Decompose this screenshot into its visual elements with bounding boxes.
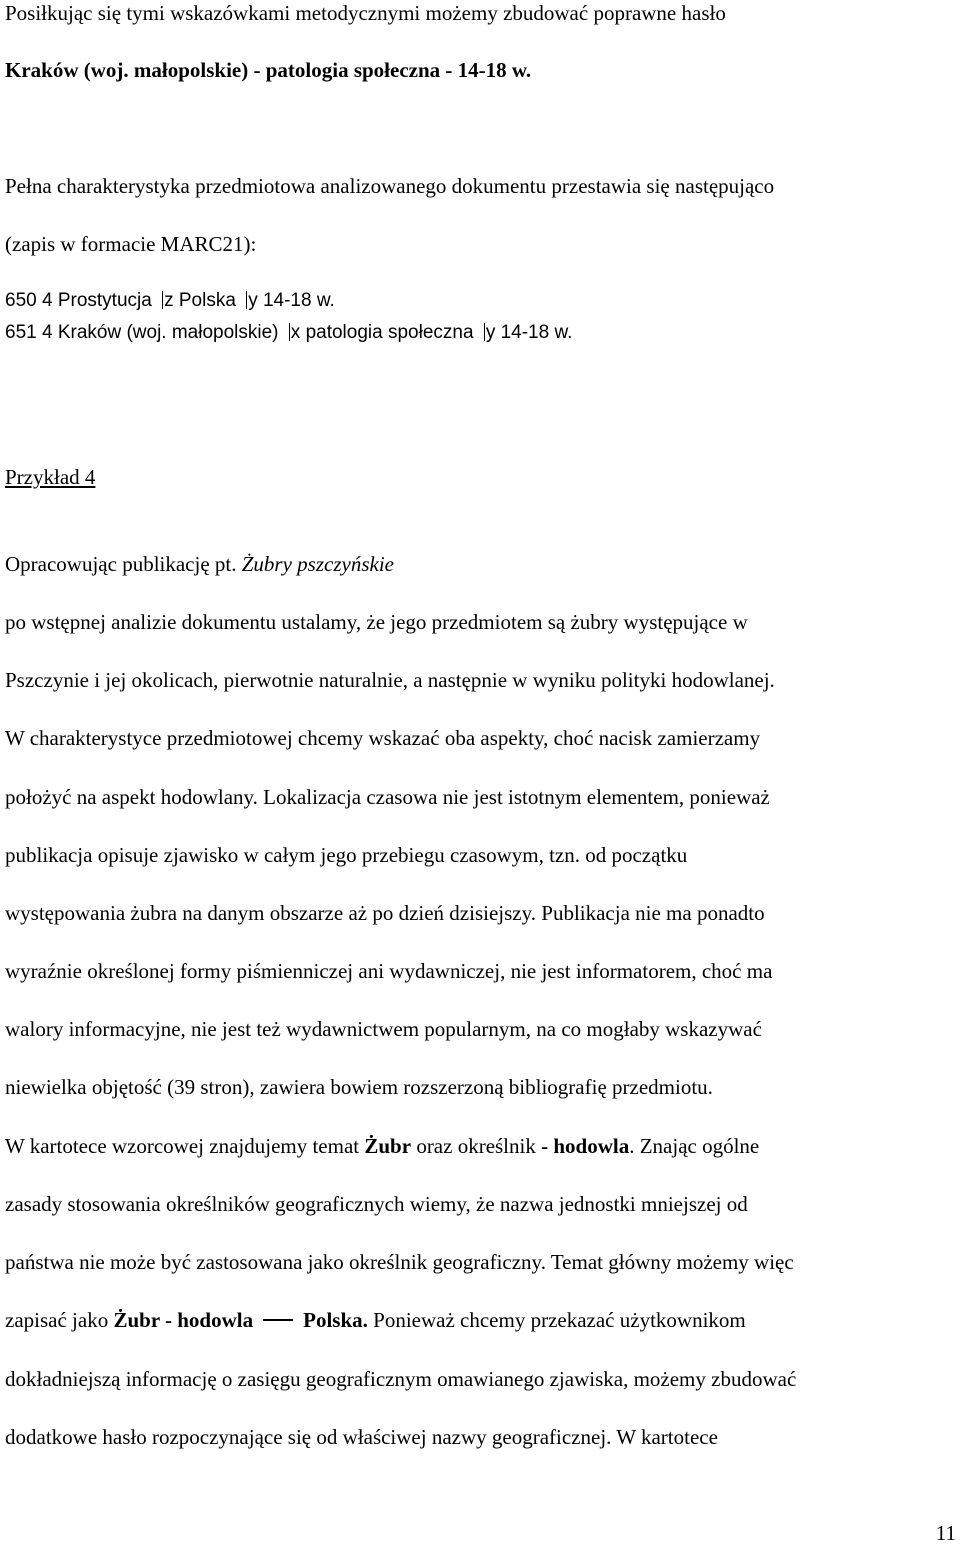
marc-650-subfield-y: y 14-18 w. bbox=[248, 290, 335, 311]
body-line-5: położyć na aspekt hodowlany. Lokalizacja czasowa nie jest istotnym elementem, ponieważ bbox=[5, 785, 770, 809]
body-line-1-text: Opracowując publikację pt. bbox=[5, 552, 242, 576]
subfield-delimiter bbox=[484, 323, 485, 341]
marc-651-subfield-y: y 14-18 w. bbox=[485, 322, 573, 343]
heading-example: Kraków (woj. małopolskie) - patologia społeczna - 14-18 w. bbox=[5, 58, 532, 82]
heading-polska: Polska. bbox=[303, 1308, 368, 1332]
body-line-8: wyraźnie określonej formy piśmienniczej ani wydawniczej, nie jest informatorem, choć ma bbox=[5, 959, 773, 983]
body-line-11-text: . Znając ogólne bbox=[629, 1134, 760, 1158]
em-dash bbox=[263, 1319, 293, 1321]
body-line-7: występowania żubra na danym obszarze aż po dzień dzisiejszy. Publikacja nie ma ponadto bbox=[5, 901, 765, 925]
heading-zubr-hodowla: Żubr - hodowla bbox=[113, 1308, 254, 1332]
body-line-11-text: W kartotece wzorcowej znajdujemy temat bbox=[5, 1134, 365, 1158]
marc-651-prefix: 651 4 Kraków (woj. małopolskie) bbox=[5, 322, 284, 343]
body-line-6: publikacja opisuje zjawisko w całym jego przebiegu czasowym, tzn. od początku bbox=[5, 843, 688, 867]
publication-title: Żubry pszczyńskie bbox=[241, 552, 394, 576]
body-line-10: niewielka objętość (39 stron), zawiera bowiem rozszerzoną bibliografię przedmiotu. bbox=[5, 1075, 713, 1099]
marc-651-field bbox=[5, 320, 572, 346]
body-line-1 bbox=[5, 551, 394, 577]
body-line-16: dodatkowe hasło rozpoczynające się od właściwej nazwy geograficznej. W kartotece bbox=[5, 1425, 718, 1449]
body-line-2: po wstępnej analizie dokumentu ustalamy, że jego przedmiotem są żubry występujące w bbox=[5, 610, 748, 634]
body-line-12: zasady stosowania określników geograficznych wiemy, że nazwa jednostki mniejszej od bbox=[5, 1192, 748, 1216]
body-line-14 bbox=[5, 1307, 746, 1333]
term-hodowla: - hodowla bbox=[541, 1134, 630, 1158]
intro-line: Posiłkując się tymi wskazówkami metodycznymi możemy zbudować poprawne hasło bbox=[5, 1, 726, 25]
example-title: Przykład 4 bbox=[5, 465, 96, 489]
page-number: 11 bbox=[935, 1521, 956, 1545]
marc-651-subfield-x: x patologia społeczna bbox=[290, 322, 479, 343]
term-zubr: Żubr bbox=[364, 1134, 412, 1158]
body-line-3: Pszczynie i jej okolicach, pierwotnie naturalnie, a następnie w wyniku polityki hodowlanej. bbox=[5, 668, 775, 692]
body-line-13: państwa nie może być zastosowana jako określnik geograficzny. Temat główny możemy więc bbox=[5, 1250, 794, 1274]
body-line-11 bbox=[5, 1133, 759, 1159]
subfield-delimiter bbox=[162, 291, 163, 309]
full-characteristic-line-1: Pełna charakterystyka przedmiotowa analizowanego dokumentu przestawia się następująco bbox=[5, 174, 775, 198]
marc-650-subfield-z: z Polska bbox=[164, 290, 242, 311]
body-line-14-text: Ponieważ chcemy przekazać użytkownikom bbox=[367, 1308, 746, 1332]
body-line-15: dokładniejszą informację o zasięgu geograficznym omawianego zjawiska, możemy zbudować bbox=[5, 1367, 797, 1391]
full-characteristic-line-2: (zapis w formacie MARC21): bbox=[5, 232, 257, 256]
body-line-4: W charakterystyce przedmiotowej chcemy wskazać oba aspekty, choć nacisk zamierzamy bbox=[5, 726, 761, 750]
subfield-delimiter bbox=[289, 323, 290, 341]
marc-650-field bbox=[5, 288, 335, 314]
body-line-14-text: zapisać jako bbox=[5, 1308, 114, 1332]
body-line-11-text: oraz określnik bbox=[411, 1134, 542, 1158]
body-line-9: walory informacyjne, nie jest też wydawnictwem popularnym, na co mogłaby wskazywać bbox=[5, 1017, 762, 1041]
marc-650-prefix: 650 4 Prostytucja bbox=[5, 290, 158, 311]
